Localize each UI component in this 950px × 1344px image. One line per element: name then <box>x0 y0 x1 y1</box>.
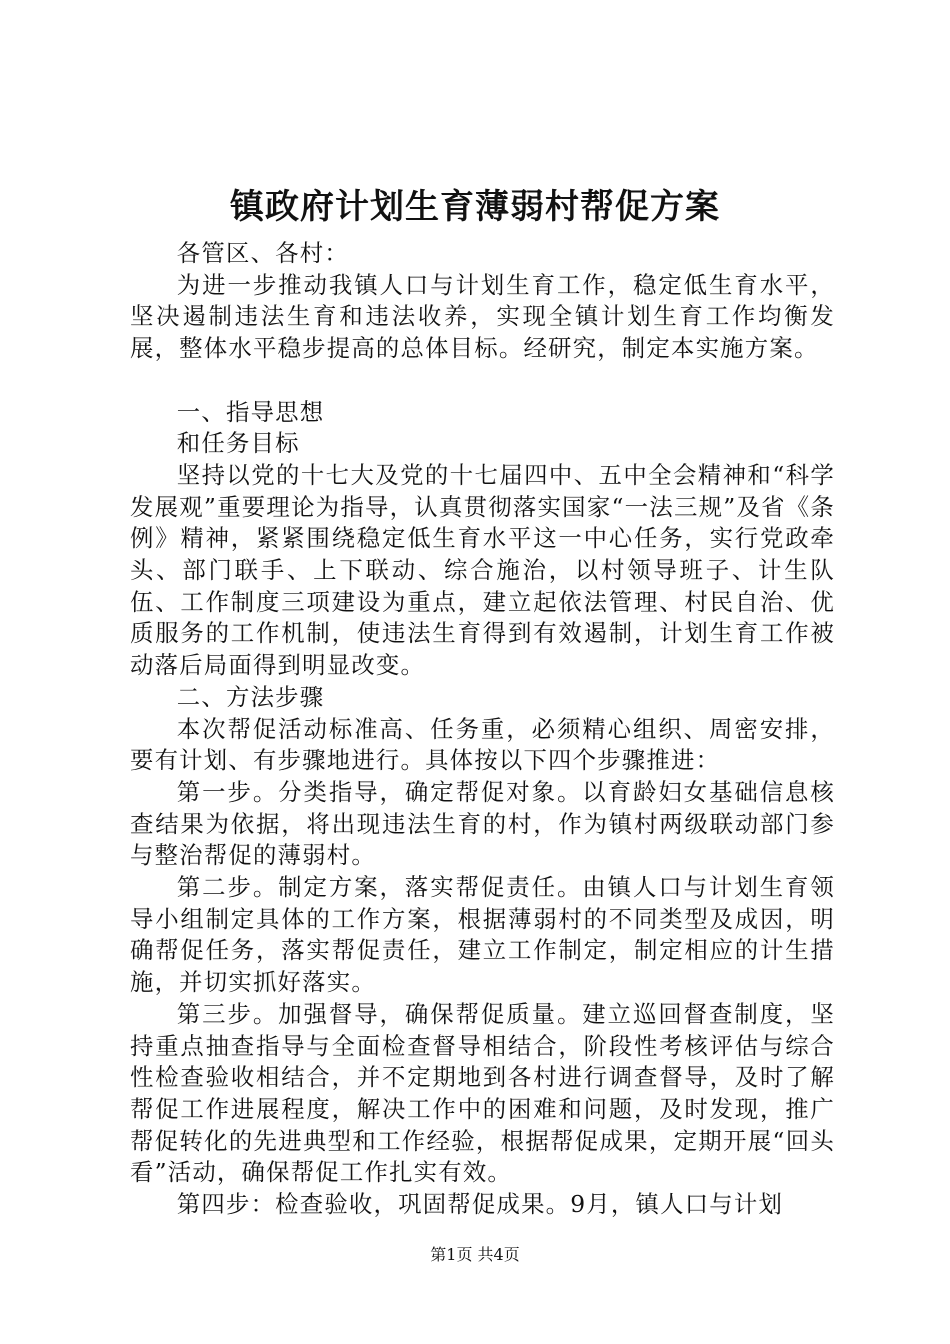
paragraph-salutation: 各管区、各村： <box>176 239 349 267</box>
paragraph-step-two: 第二步。制定方案，落实帮促责任。由镇人口与计划生育领导小组制定具体的工作方案，根据薄弱村的不同类型及成因，明确帮促任务，落实帮促责任，建立工作制定，制定相应的计生措施，并切实抓好落实。 <box>130 873 835 997</box>
paragraph-step-four: 第四步：检查验收，巩固帮促成果。9月，镇人口与计划 <box>176 1190 784 1219</box>
paragraph-intro: 为进一步推动我镇人口与计划生育工作，稳定低生育水平，坚决遏制违法生育和违法收养，实现全镇计划生育工作均衡发展，整体水平稳步提高的总体目标。经研究，制定本实施方案。 <box>130 270 835 363</box>
section-heading-task-goals: 和任务目标 <box>176 429 300 458</box>
paragraph-step-three: 第三步。加强督导，确保帮促质量。建立巡回督查制度，坚持重点抽查指导与全面检查督导相结合，阶段性考核评估与综合性检查验收相结合，并不定期地到各村进行调查督导，及时了解帮促工作进展程度，解决工作中的困难和问题，及时发现，推广帮促转化的先进典型和工作经验，根据帮促成果，定期开展“回头看”活动，确保帮促工作扎实有效。 <box>130 999 835 1187</box>
section-heading-guiding-ideology: 一、指导思想 <box>176 397 325 426</box>
section-heading-methods-steps: 二、方法步骤 <box>176 682 325 711</box>
document-title: 镇政府计划生育薄弱村帮促方案 <box>230 187 720 227</box>
paragraph-step-one: 第一步。分类指导，确定帮促对象。以育龄妇女基础信息核查结果为依据，将出现违法生育的村，作为镇村两级联动部门参与整治帮促的薄弱村。 <box>130 777 835 870</box>
paragraph-guiding-ideology: 坚持以党的十七大及党的十七届四中、五中全会精神和“科学发展观”重要理论为指导，认真贯彻落实国家“一法三规”及省《条例》精神，紧紧围绕稳定低生育水平这一中心任务，实行党政牵头、部门联手、上下联动、综合施治，以村领导班子、计生队伍、工作制度三项建设为重点，建立起依法管理、村民自治、优质服务的工作机制，使违法生育得到有效遏制，计划生育工作被动落后局面得到明显改变。 <box>130 460 835 680</box>
document-body <box>130 238 835 1221</box>
paragraph-methods-intro: 本次帮促活动标准高、任务重，必须精心组织、周密安排，要有计划、有步骤地进行。具体按以下四个步骤推进： <box>130 714 835 775</box>
page-number-footer: 第1页 共4页 <box>430 1245 520 1264</box>
